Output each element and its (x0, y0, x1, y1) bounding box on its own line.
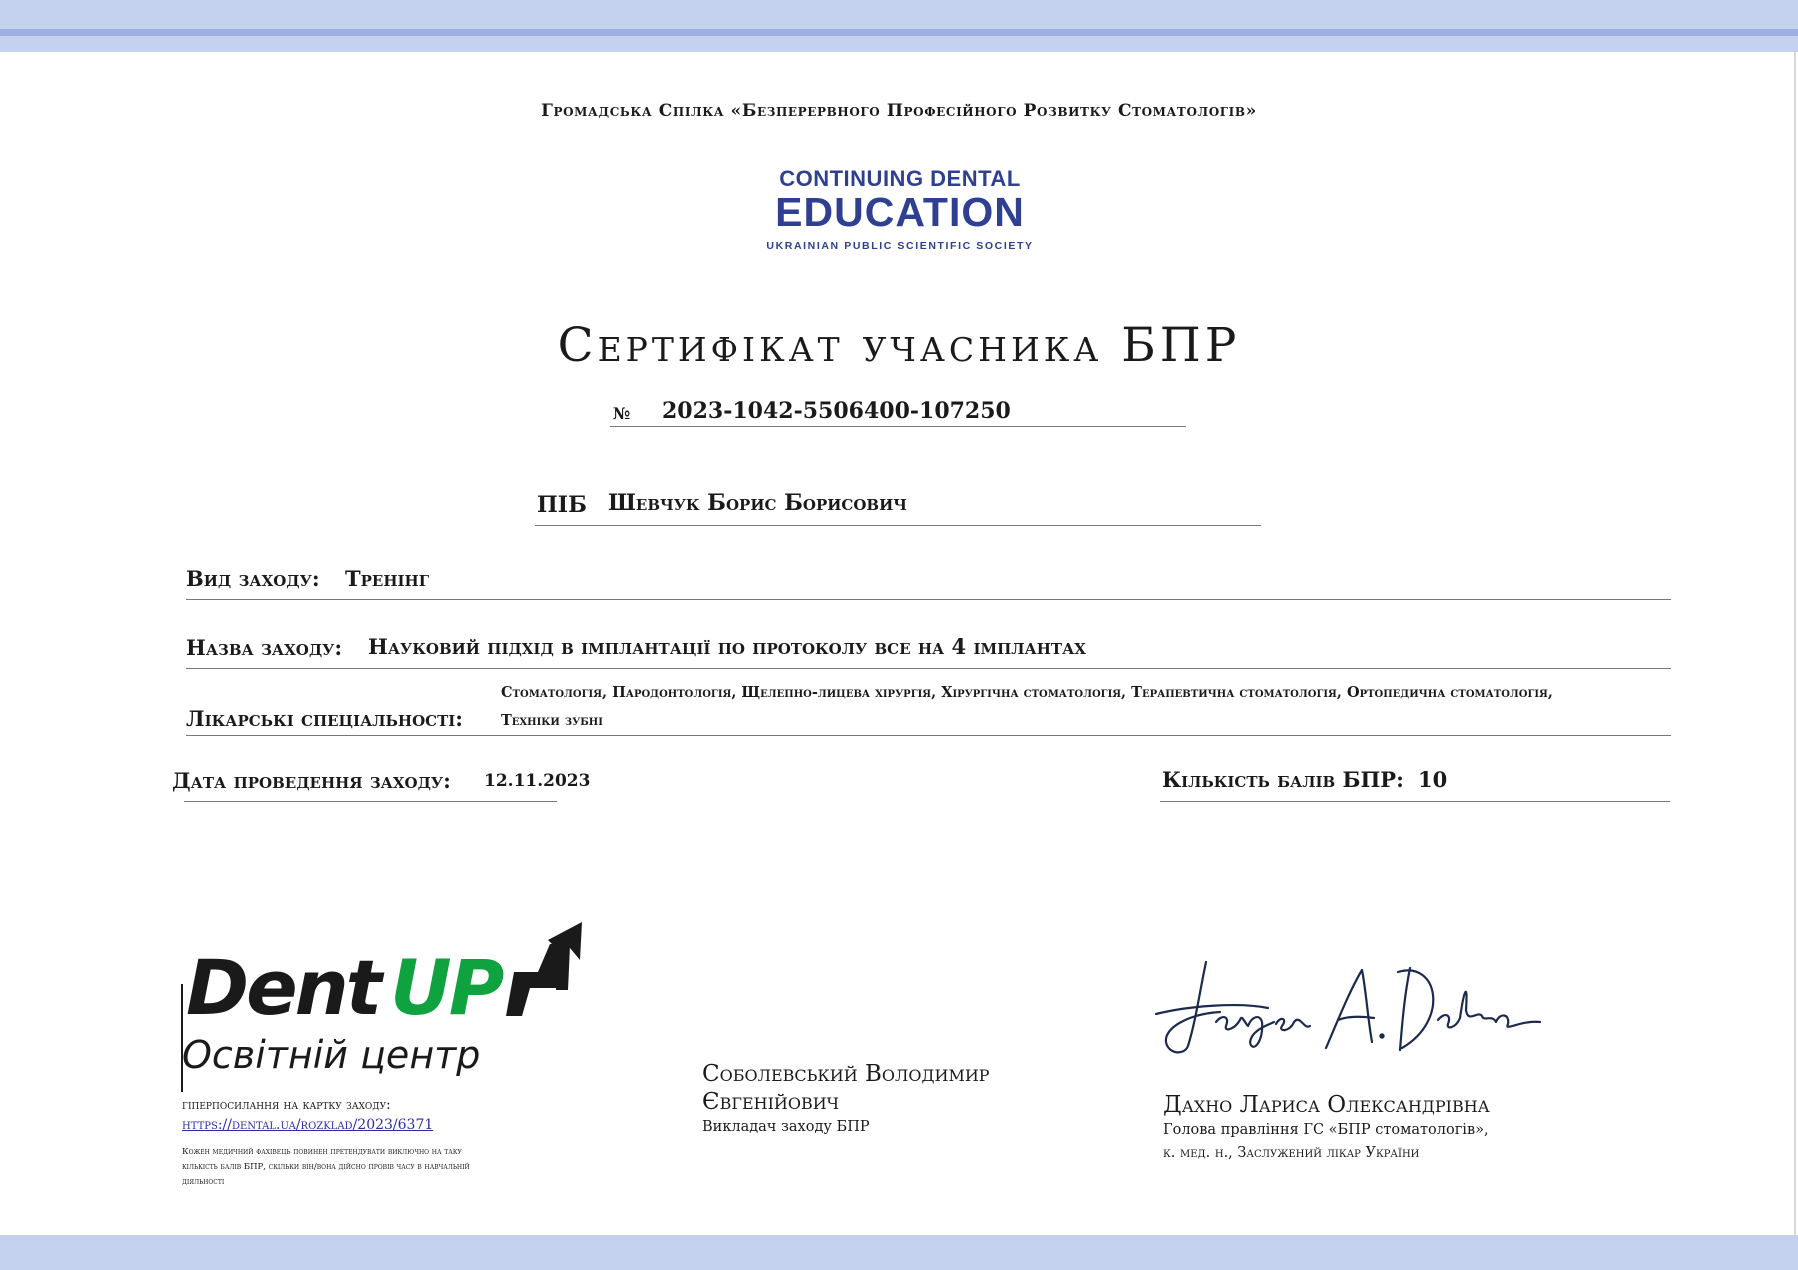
top-band (0, 0, 1798, 52)
points-label: Кількість балів БПР: (1162, 767, 1404, 792)
date-label: Дата проведення заходу: (172, 768, 451, 793)
specialties-label: Лікарські спеціальності: (186, 706, 464, 731)
number-underline (610, 426, 1186, 427)
event-name-label: Назва заходу: (186, 635, 343, 660)
specialties-underline (186, 735, 1671, 736)
event-type: Тренінг (345, 566, 430, 591)
top-band-stripe (0, 29, 1798, 36)
points-value: 10 (1418, 767, 1448, 792)
dentup-logo-word2: UP (390, 943, 502, 1032)
head-role-line2: к. мед. н., Заслужений лікар України (1163, 1145, 1420, 1161)
number-sign: № (613, 404, 631, 423)
cde-logo-line2: EDUCATION (775, 189, 1025, 235)
teacher-role: Викладач заходу БПР (702, 1119, 870, 1135)
event-link[interactable]: https://dental.ua/rozklad/2023/6371 (182, 1117, 434, 1133)
points-underline (1160, 801, 1670, 802)
event-name: Науковий підхід в імплантації по протоколу все на 4 імплантах (368, 634, 1086, 659)
head-signature (1148, 950, 1548, 1060)
event-date: 12.11.2023 (484, 771, 591, 791)
certificate-number-block (610, 396, 1186, 430)
teacher-name-line1: Соболевський Володимир (702, 1061, 990, 1087)
event-type-label: Вид заходу: (186, 566, 320, 591)
pib-label: ПІБ (537, 492, 587, 518)
dentup-logo-word1: Dent (186, 943, 380, 1032)
cde-logo-line1: CONTINUING DENTAL (779, 166, 1021, 191)
event-type-underline (186, 599, 1671, 600)
signature-text: Larysa A. Dakhno (1148, 950, 1157, 951)
page-edge (1794, 52, 1796, 1235)
organization-name: Громадська Спілка «Безперервного Професійного Розвитку Стоматологів» (541, 101, 1257, 121)
cde-logo-line3: UKRAINIAN PUBLIC SCIENTIFIC SOCIETY (766, 240, 1034, 252)
participant-name: Шевчук Борис Борисович (608, 490, 907, 516)
cde-logo (745, 167, 1055, 252)
dentup-logo-subtitle: Освітній центр (182, 1033, 481, 1077)
pib-underline (535, 525, 1261, 526)
head-role-line1: Голова правління ГС «БПР стоматологів», (1163, 1122, 1489, 1138)
head-name: Дахно Лариса Олександрівна (1163, 1092, 1490, 1118)
event-link-label: гіперпосилання на картку заходу: (182, 1097, 391, 1113)
certificate-title: Сертифікат учасника БПР (557, 318, 1241, 373)
dentup-logo (180, 918, 586, 1098)
certificate-number: 2023-1042-5506400-107250 (662, 398, 1011, 424)
date-underline (184, 801, 557, 802)
arrow-up-icon (498, 920, 594, 1020)
bottom-band (0, 1235, 1798, 1270)
event-name-underline (186, 668, 1671, 669)
specialties-line2: Техніки зубні (501, 712, 603, 729)
teacher-name-line2: Євгенійович (702, 1089, 840, 1115)
disclaimer-text: Кожен медичний фахівець повинен претендувати виключно на таку кількість балів БПР, скільки він/вона дійсно провів часу в навчальній діяльності (182, 1147, 470, 1187)
specialties-line1: Стоматологія, Пародонтологія, Щелепно-лицева хірургія, Хірургічна стоматологія, Терапевтична стоматологія, Ортопедична стоматологія, (501, 684, 1553, 701)
